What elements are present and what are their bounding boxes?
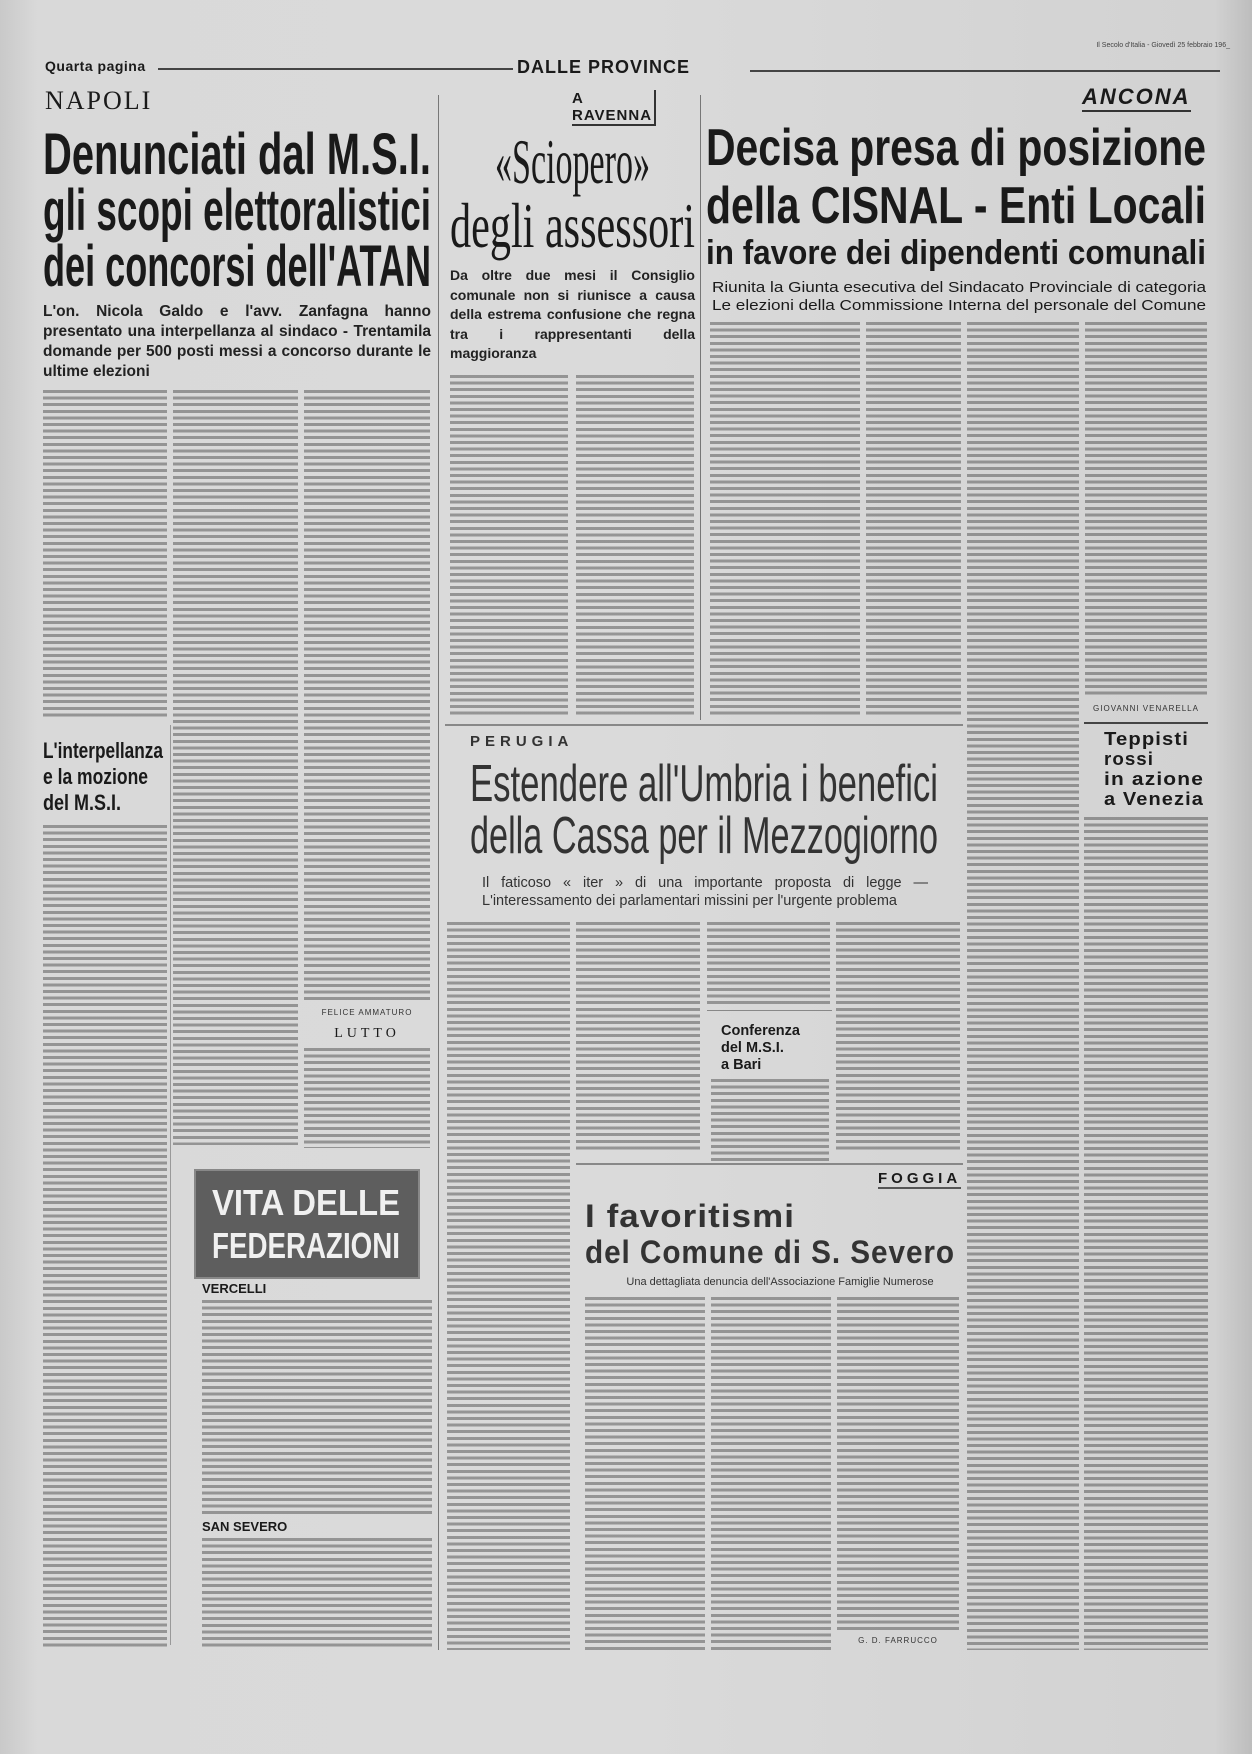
column-divider [438, 95, 439, 1650]
banner-line: VITA DELLE [212, 1182, 400, 1223]
foggia-headline-line: del Comune di S. Severo [585, 1234, 955, 1270]
article-body-text [710, 322, 860, 717]
venezia-headline-line: rossi [1104, 749, 1154, 769]
ancona-byline: GIOVANNI VENARELLA [1093, 704, 1199, 713]
ancona-kicker: ANCONA [1082, 84, 1191, 112]
federazioni-banner [194, 1169, 420, 1279]
venezia-headline-line: in azione [1104, 769, 1204, 789]
foggia-headline-line: I favoritismi [585, 1198, 795, 1234]
venezia-headline-line: Teppisti [1104, 729, 1189, 749]
bari-headline-line: Conferenza [721, 1023, 800, 1039]
venezia-headline-line: a Venezia [1104, 789, 1204, 809]
article-body-text [1085, 322, 1207, 697]
article-body-text [585, 1297, 705, 1650]
article-body-text [576, 922, 700, 1152]
article-body-text [447, 922, 570, 1650]
ancona-headline-line: della CISNAL - Enti Locali [706, 177, 1206, 235]
napoli-kicker: NAPOLI [45, 86, 153, 115]
article-body-text [1084, 817, 1208, 1650]
side-headline-line: del M.S.I. [43, 790, 121, 815]
article-body-text [173, 390, 298, 1145]
side-headline [43, 740, 168, 818]
divider [1084, 722, 1208, 724]
bari-headline-line: a Bari [721, 1057, 762, 1073]
article-body-text [967, 322, 1079, 1650]
column-divider [170, 725, 171, 1645]
page-label: Quarta pagina [45, 58, 146, 74]
ancona-subhead-line: Riunita la Giunta esecutiva del Sindacato Provinciale di categoria [712, 279, 1206, 296]
article-body-text [866, 322, 961, 717]
side-headline-line: e la mozione [43, 764, 148, 789]
napoli-headline-line: dei concorsi dell'ATAN [43, 234, 432, 299]
lutto-title: LUTTO [334, 1026, 400, 1041]
ravenna-headline-line: «Sciopero» [495, 126, 650, 197]
article-body-text [304, 390, 430, 1000]
masthead-date: Il Secolo d'Italia - Giovedì 25 febbraio 196_ [1096, 42, 1230, 49]
perugia-headline-line: Estendere all'Umbria i benefici [470, 755, 938, 813]
article-body-text [711, 1079, 829, 1163]
article-venezia [1084, 722, 1208, 810]
column-divider [700, 95, 701, 720]
section-title: DALLE PROVINCE [517, 57, 691, 77]
foggia-byline: G. D. FARRUCCO [858, 1636, 938, 1645]
section-vercelli: VERCELLI [202, 1281, 267, 1296]
article-body-text [304, 1048, 430, 1148]
foggia-subhead: Una dettagliata denuncia dell'Associazione Famiglie Numerose [626, 1276, 934, 1288]
article-body-text [837, 1297, 959, 1630]
napoli-subhead: L'on. Nicola Galdo e l'avv. Zanfagna hanno presentato una interpellanza al sindaco - Trentamila domande per 500 posti messi a concorso durante le ultime elezioni [43, 303, 431, 380]
ravenna-kicker: A RAVENNA [572, 90, 656, 126]
perugia-kicker: PERUGIA [470, 733, 574, 750]
side-headline-line: L'interpellanza [43, 738, 163, 763]
ancona-headline-line: Decisa presa di posizione [706, 119, 1206, 177]
bari-box [707, 1010, 832, 1074]
perugia-headline-line: della Cassa per il Mezzogiorno [470, 807, 938, 865]
page-header [0, 0, 1252, 80]
section-san-severo: SAN SEVERO [202, 1519, 288, 1534]
foggia-kicker: FOGGIA [878, 1170, 962, 1187]
napoli-byline: FELICE AMMATURO [321, 1008, 413, 1017]
napoli-headline-line: Denunciati dal M.S.I. [43, 122, 431, 187]
banner-line: FEDERAZIONI [212, 1225, 400, 1266]
article-body-text [202, 1300, 432, 1515]
federazioni-column [172, 1155, 434, 1650]
article-body-text [43, 825, 167, 1650]
perugia-subhead: Il faticoso « iter » di una importante proposta di legge — L'interessamento dei parlamentari missini per l'urgente problema [482, 875, 928, 909]
article-body-text [707, 922, 830, 1005]
article-body-text [576, 375, 694, 715]
article-body-text [711, 1297, 831, 1650]
bari-headline-line: del M.S.I. [721, 1040, 784, 1056]
napoli-headline-line: gli scopi elettoralistici [43, 178, 432, 243]
article-body-text [836, 922, 960, 1152]
article-body-text [450, 375, 568, 715]
article-body-text [43, 390, 167, 720]
ravenna-headline-line: degli assessori [450, 190, 695, 261]
header-rule-left [158, 68, 513, 70]
ravenna-subhead: Da oltre due mesi il Consiglio comunale non si riunisce a causa della estrema confusione che regna tra i rappresentanti della maggioranza [450, 267, 695, 361]
ancona-headline-line: in favore dei dipendenti comunali [706, 234, 1206, 272]
header-rule-right [750, 70, 1220, 72]
ancona-subhead-line: Le elezioni della Commissione Interna del personale del Comune [712, 297, 1206, 314]
divider [576, 1163, 963, 1165]
divider [445, 724, 963, 726]
article-body-text [202, 1538, 432, 1648]
